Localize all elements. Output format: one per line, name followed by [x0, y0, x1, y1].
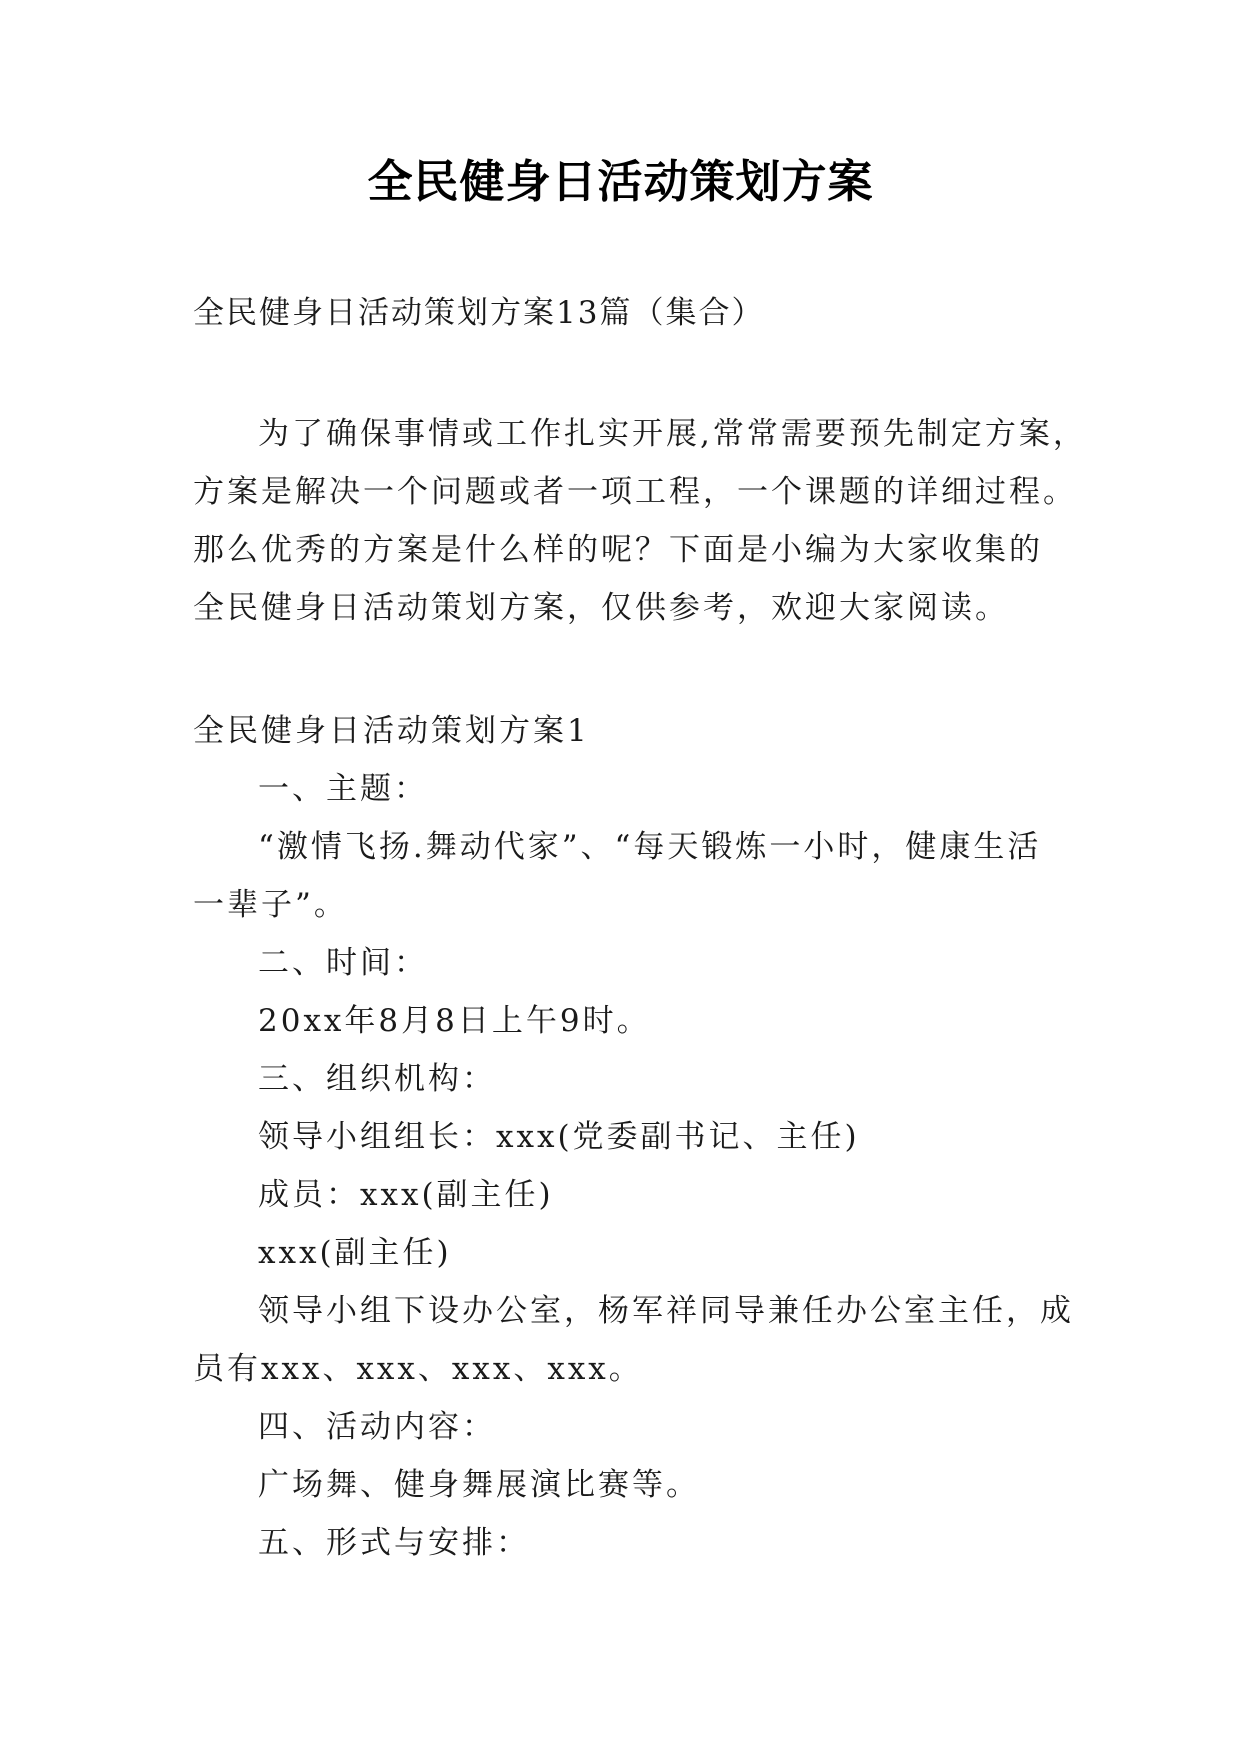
intro-paragraph [193, 405, 1087, 637]
body-line: 领导小组下设办公室，杨军祥同导兼任办公室主任，成 [258, 1293, 1074, 1329]
section-heading-time: 二、时间： [258, 945, 428, 981]
body-line: 员有xxx、xxx、xxx、xxx。 [193, 1351, 643, 1387]
section-1 [193, 702, 1073, 1572]
body-line: 领导小组组长：xxx(党委副书记、主任) [258, 1119, 860, 1155]
document-title: 全民健身日活动策划方案 [367, 155, 874, 208]
section-heading-content: 四、活动内容： [258, 1409, 496, 1445]
body-line: 20xx年8月8日上午9时。 [258, 1003, 651, 1039]
document-subtitle: 全民健身日活动策划方案13篇（集合） [193, 295, 765, 331]
intro-line: 方案是解决一个问题或者一项工程，一个课题的详细过程。 [193, 474, 1077, 510]
section-heading-organization: 三、组织机构： [258, 1061, 496, 1097]
section-heading-theme: 一、主题： [258, 771, 428, 807]
section-heading-format: 五、形式与安排： [258, 1525, 530, 1561]
intro-line: 那么优秀的方案是什么样的呢？下面是小编为大家收集的 [193, 532, 1043, 568]
body-line: xxx(副主任) [258, 1235, 452, 1271]
body-line: 成员：xxx(副主任) [258, 1177, 554, 1213]
body-line: “激情飞扬.舞动代家”、“每天锻炼一小时，健康生活 [258, 829, 1042, 865]
intro-line: 为了确保事情或工作扎实开展,常常需要预先制定方案， [258, 416, 1087, 452]
body-line: 广场舞、健身舞展演比赛等。 [258, 1467, 700, 1503]
section-heading: 全民健身日活动策划方案1 [193, 713, 590, 749]
body-line: 一辈子”。 [193, 887, 348, 923]
intro-line: 全民健身日活动策划方案，仅供参考，欢迎大家阅读。 [193, 590, 1009, 626]
